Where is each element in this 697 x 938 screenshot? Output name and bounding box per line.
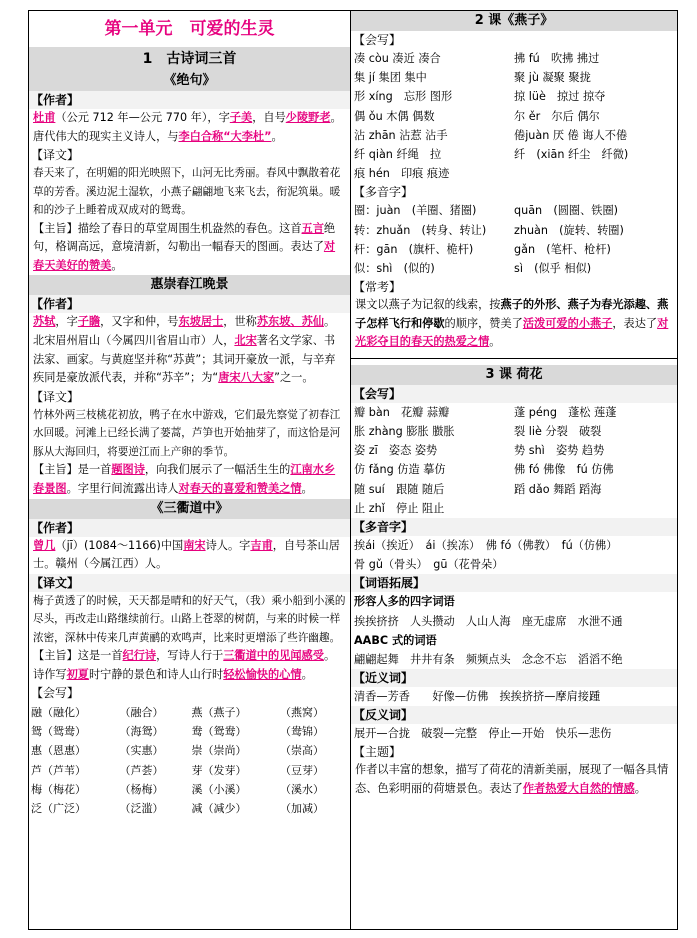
word-cell: （豆芽）	[280, 763, 324, 777]
entry-left: 随 suí 跟随 随后	[354, 482, 445, 496]
text-segment: 诗人。字	[205, 538, 251, 552]
l3-antonyms: 展开—合拢 破裂—完整 停止—开始 快乐—悲伤	[354, 727, 612, 741]
text-segment: 。	[111, 258, 123, 272]
l3-write-list	[351, 403, 677, 518]
l3-poly-head: 【多音字】	[351, 518, 677, 536]
entry-left: 形 xíng 忘形 图形	[354, 90, 453, 104]
text-segment: ，向我们展示了一幅活生生的	[144, 463, 291, 477]
word-cell: （溪水）	[280, 782, 324, 796]
highlight-text: 初夏	[66, 667, 89, 681]
l2-key-points	[351, 296, 677, 352]
poem2-author-head: 【作者】	[29, 295, 350, 313]
lesson3-title: 3 课 荷花	[351, 365, 677, 385]
highlight-text: 李白合称“大李杜”	[178, 129, 272, 143]
poem3-author	[29, 537, 350, 574]
highlight-text: 少陵野老	[285, 111, 331, 124]
word-cell: 芦（芦苇）	[31, 763, 86, 777]
entry-left: 偶 ǒu 木偶 偶数	[354, 109, 435, 123]
word-cell: 减（减少）	[191, 801, 247, 815]
text-segment: ，自号茶山居士。赣州（今属江西）人。	[33, 538, 340, 571]
poem1-translation: 春天来了，在明媚的阳光映照下，山河无比秀丽。春风中飘散着花草的芳香。溪边泥土湿软，小燕子翩翩地飞来飞去，衔泥筑巢。暖和的沙子上睡着成双成对的鸳鸯。	[33, 167, 341, 217]
entry-row	[351, 259, 677, 278]
poem1-trans-head: 【译文】	[31, 148, 80, 163]
l2-write-list	[351, 49, 677, 183]
entry-left: 痕 hén 印痕 痕迹	[354, 167, 450, 181]
text-segment: 。	[301, 667, 313, 681]
entry-row	[351, 240, 677, 259]
entry-left: 仿 fǎng 仿造 摹仿	[354, 463, 446, 477]
lesson2-title: 2 课《燕子》	[351, 11, 677, 31]
words-head: 【会写】	[31, 686, 80, 701]
word-cell: 鸯（鸳鸯）	[191, 725, 247, 739]
poem1-title: 《绝句》	[29, 71, 350, 91]
entry-left: 集 jí 集团 集中	[354, 71, 427, 85]
entry-right: 倦juàn 厌 倦 诲人不倦	[514, 128, 628, 142]
entry-right: 蹈 dǎo 舞蹈 蹈海	[514, 482, 602, 496]
word-cell: （实惠）	[119, 744, 164, 758]
highlight-text: 吉甫	[250, 538, 273, 552]
entry-left: 杆：gān (旗杆、桅杆)	[354, 242, 474, 256]
poem2-trans-head: 【译文】	[31, 389, 80, 404]
right-column	[351, 11, 677, 929]
entry-left: 瓣 bàn 花瓣 蒜瓣	[354, 405, 450, 419]
l3-ext-b: 翩翩起舞 井井有条 频频点头 念念不忘 滔滔不绝	[354, 652, 623, 666]
poem1-theme	[29, 220, 350, 276]
text-segment: 。北宋眉州眉山（今属四川省眉山市）人，	[33, 315, 336, 348]
text-segment: 作者以丰富的想象，描写了荷花的清新美丽，展现了一幅各具情态、色彩明丽的荷塘景色。表达了	[355, 763, 669, 796]
entry-row	[351, 164, 677, 183]
l3-write-head: 【会写】	[351, 385, 677, 403]
text-segment: 。	[271, 129, 283, 143]
highlight-text: 活泼可爱的小燕子	[522, 316, 613, 330]
poem2-theme	[29, 461, 350, 498]
entry-right: 蓬 péng 蓬松 莲蓬	[514, 405, 617, 419]
l2-poly-list	[351, 201, 677, 278]
entry-left: 纤 qiàn 纤绳 拉	[354, 147, 442, 161]
entry-left: 姿 zī 姿态 姿势	[354, 444, 438, 458]
poem3-theme	[29, 647, 350, 684]
word-cell: 芽（发芽）	[191, 763, 247, 777]
word-cell: （崇高）	[280, 744, 324, 758]
highlight-text: 对光彩夺目的春天的热爱之情	[355, 316, 669, 349]
entry-right: 佛 fó 佛像 fú 仿佛	[514, 463, 614, 477]
poem2-author	[29, 313, 350, 387]
entry-row	[351, 221, 677, 240]
highlight-text: 五言	[301, 221, 324, 235]
poem3-translation: 梅子黄透了的时候，天天都是晴和的好天气，（我）乘小船到小溪的尽头，再改走山路继续前行。山路上苍翠的树荫，与来的时候一样浓密，深林中传来几声黄鹂的欢鸣声，比来时更增添了些许幽趣。	[33, 594, 346, 644]
text-segment: （jī）(1084～1166)中国	[55, 538, 184, 552]
l3-ext-head: 【词语拓展】	[351, 574, 677, 592]
text-segment: 绝句，格调高远，意境清新，勾勒出一幅春天的图画。表达了	[33, 221, 336, 254]
highlight-text: 子瞻	[77, 315, 101, 329]
word-cell: （融合）	[119, 706, 164, 719]
l3-synonyms: 清香—芳香 好像—仿佛 挨挨挤挤—摩肩接踵	[354, 690, 601, 704]
word-cell: 崇（崇尚）	[191, 744, 247, 758]
text-segment: 。字里行间流露出诗人	[66, 481, 179, 495]
highlight-text: 北宋	[234, 334, 257, 348]
word-cell: 惠（恩惠）	[31, 744, 86, 758]
entry-right: 势 shì 姿势 趋势	[514, 444, 605, 458]
text-segment: 。唐代伟大的现实主义诗人，与	[33, 111, 342, 143]
entry-row	[351, 49, 677, 68]
worksheet	[28, 10, 678, 930]
text-segment: 【主旨】是一首	[33, 463, 112, 477]
poem1-author	[29, 109, 350, 146]
words-row	[29, 798, 350, 817]
text-segment: ，自号	[252, 111, 286, 124]
text-segment: 燕子的外形、燕子为春光添趣、燕子怎样飞行和停歇	[355, 298, 669, 330]
words-row	[29, 779, 350, 798]
highlight-text: 东坡居士	[178, 315, 224, 329]
highlight-text: 苏轼	[33, 315, 56, 329]
word-cell: （海鸳）	[119, 725, 164, 739]
text-segment: 【主旨】这是一首	[33, 649, 123, 663]
word-cell: （燕窝）	[280, 706, 324, 719]
text-segment: 时宁静的景色和诗人山行时	[88, 667, 224, 681]
text-segment: 。	[489, 335, 501, 349]
l3-ext-a: 挨挨挤挤 人头攒动 人山人海 座无虚席 水泄不通	[354, 614, 623, 628]
text-segment: 著名文学家、书法家、画家。与黄庭坚并称“苏黄”；其词开豪放一派，与辛弃疾同是豪放派代表，并称“苏辛”；为“	[33, 334, 336, 385]
entry-row	[351, 403, 677, 422]
word-cell: 鸳（鸳鸯）	[31, 725, 86, 739]
highlight-text: 苏东坡、苏仙	[256, 315, 324, 329]
l3-theme-head: 【主题】	[353, 745, 402, 760]
text-segment: ，又字和仲，号	[100, 315, 179, 329]
poem3-author-head: 【作者】	[29, 519, 350, 537]
poem2-title: 惠崇春江晚景	[29, 275, 350, 295]
highlight-text: 轻松愉快的心情	[223, 667, 302, 681]
words-row	[29, 760, 350, 779]
word-cell: 泛（广泛）	[31, 801, 86, 815]
entry-right: 聚 jù 凝聚 聚拢	[514, 71, 591, 85]
entry-right: quān (圆圈、铁圈)	[514, 204, 618, 218]
highlight-text: 杜甫	[33, 111, 56, 124]
highlight-text: 江南水乡春景图	[33, 463, 336, 495]
highlight-text: 题图诗	[111, 463, 145, 477]
entry-row	[351, 126, 677, 145]
highlight-text: 三衢道中的见闻感受	[223, 649, 324, 663]
entry-right: 掠 lüè 掠过 掠夺	[514, 90, 606, 104]
highlight-text: 曾几	[33, 538, 56, 552]
entry-right: zhuàn (旋转、转圈)	[514, 223, 624, 237]
unit-title: 第一单元 可爱的生灵	[104, 19, 275, 39]
text-segment: （公元 712 年—公元 770 年），字	[55, 111, 230, 124]
entry-left: 沾 zhān 沾惹 沾手	[354, 128, 448, 142]
entry-row	[351, 460, 677, 479]
word-cell: （加减）	[280, 801, 324, 815]
highlight-text: 作者热爱大自然的情感	[522, 782, 635, 796]
l2-poly-head: 【多音字】	[353, 185, 414, 200]
word-cell: （泛滥）	[119, 801, 164, 815]
words-row	[29, 741, 350, 760]
text-segment: ，写诗人行于	[156, 649, 224, 663]
words-row	[29, 722, 350, 741]
entry-row	[351, 68, 677, 87]
text-segment: ，表达了	[612, 316, 658, 330]
text-segment: 。诗作写	[33, 649, 336, 681]
highlight-text: 南宋	[183, 538, 206, 552]
entry-right: 尔 ěr 尔后 偶尔	[514, 109, 600, 123]
entry-left: 似：shì (似的)	[354, 261, 435, 275]
entry-row	[351, 499, 677, 518]
text-segment: 的顺序，赞美了	[444, 316, 523, 330]
highlight-text: 对春天美好的赞美	[33, 240, 336, 272]
poem3-trans-head: 【译文】	[29, 574, 350, 592]
entry-left: 胀 zhàng 膨胀 臌胀	[354, 425, 455, 439]
text-segment: ，字	[55, 315, 78, 329]
left-column	[29, 11, 351, 929]
l3-ext-b-head: AABC 式的词语	[354, 633, 437, 647]
word-cell: 燕（燕子）	[191, 706, 247, 719]
highlight-text: 对春天的喜爱和赞美之情	[178, 481, 302, 495]
entry-row	[351, 87, 677, 106]
text-segment: 。	[301, 481, 313, 495]
words-row	[29, 702, 350, 721]
poem2-translation: 竹林外两三枝桃花初放，鸭子在水中游戏，它们最先察觉了初春江水回暖。河滩上已经长满了蒌蒿，芦笋也开始抽芽了，而这恰是河豚从大海回归，将要逆江而上产卵的季节。	[33, 408, 341, 458]
entry-row	[351, 107, 677, 126]
word-cell: （鸯锦）	[280, 725, 324, 739]
l3-poly-row: 挨ái（挨近） ái（挨冻） 佛 fó（佛教） fú（仿佛）	[354, 538, 618, 552]
text-segment: 。	[634, 782, 646, 796]
poem3-title: 《三衢道中》	[29, 499, 350, 519]
text-segment: ”之一。	[274, 371, 314, 385]
text-segment: 课文以燕子为记叙的线索，按	[355, 298, 501, 312]
entry-right: 拂 fú 吹拂 拂过	[514, 52, 600, 65]
entry-left: 凑 còu 凑近 凑合	[354, 52, 441, 65]
entry-row	[351, 201, 677, 220]
l2-write-head: 【会写】	[353, 33, 402, 47]
lesson1-title: 1 古诗词三首	[29, 47, 350, 71]
entry-left: 圈：juàn (羊圈、猪圈)	[354, 204, 477, 218]
l3-poly-row: 骨 gǔ（骨头） gū（花骨朵）	[354, 558, 504, 572]
text-segment: 【主旨】描绘了春日的草堂周围生机盎然的春色。这首	[33, 221, 302, 235]
entry-right: sì (似乎 相似)	[514, 261, 592, 275]
highlight-text: 子美	[229, 111, 253, 124]
l3-syn-head: 【近义词】	[351, 669, 677, 687]
entry-left: 转：zhuǎn (转身、转让)	[354, 223, 487, 237]
entry-row	[351, 480, 677, 499]
entry-right: 裂 liè 分裂 破裂	[514, 425, 602, 439]
word-cell: 梅（梅花）	[31, 782, 86, 796]
word-cell: 溪（小溪）	[191, 782, 247, 796]
highlight-text: 唐宋八大家	[218, 371, 275, 385]
entry-row	[351, 145, 677, 164]
entry-row	[351, 441, 677, 460]
l3-ext-a-head: 形容人多的四字词语	[354, 595, 455, 609]
poem1-author-head: 【作者】	[29, 91, 350, 109]
entry-left: 止 zhǐ 停止 阻止	[354, 501, 445, 515]
l2-know-head: 【常考】	[353, 280, 402, 295]
text-segment: ，世称	[223, 315, 257, 329]
word-cell: （芦荟）	[119, 763, 164, 777]
entry-row	[351, 422, 677, 441]
words-table	[29, 702, 350, 817]
l3-poly-list	[351, 536, 677, 574]
entry-right: 纤 (xiān 纤尘 纤微)	[514, 147, 629, 161]
l3-theme	[351, 761, 677, 798]
l3-ant-head: 【反义词】	[351, 706, 677, 724]
word-cell: 融（融化）	[31, 706, 86, 719]
entry-right: gǎn (笔杆、枪杆)	[514, 242, 611, 256]
highlight-text: 纪行诗	[122, 649, 157, 663]
word-cell: （杨梅）	[119, 782, 164, 796]
